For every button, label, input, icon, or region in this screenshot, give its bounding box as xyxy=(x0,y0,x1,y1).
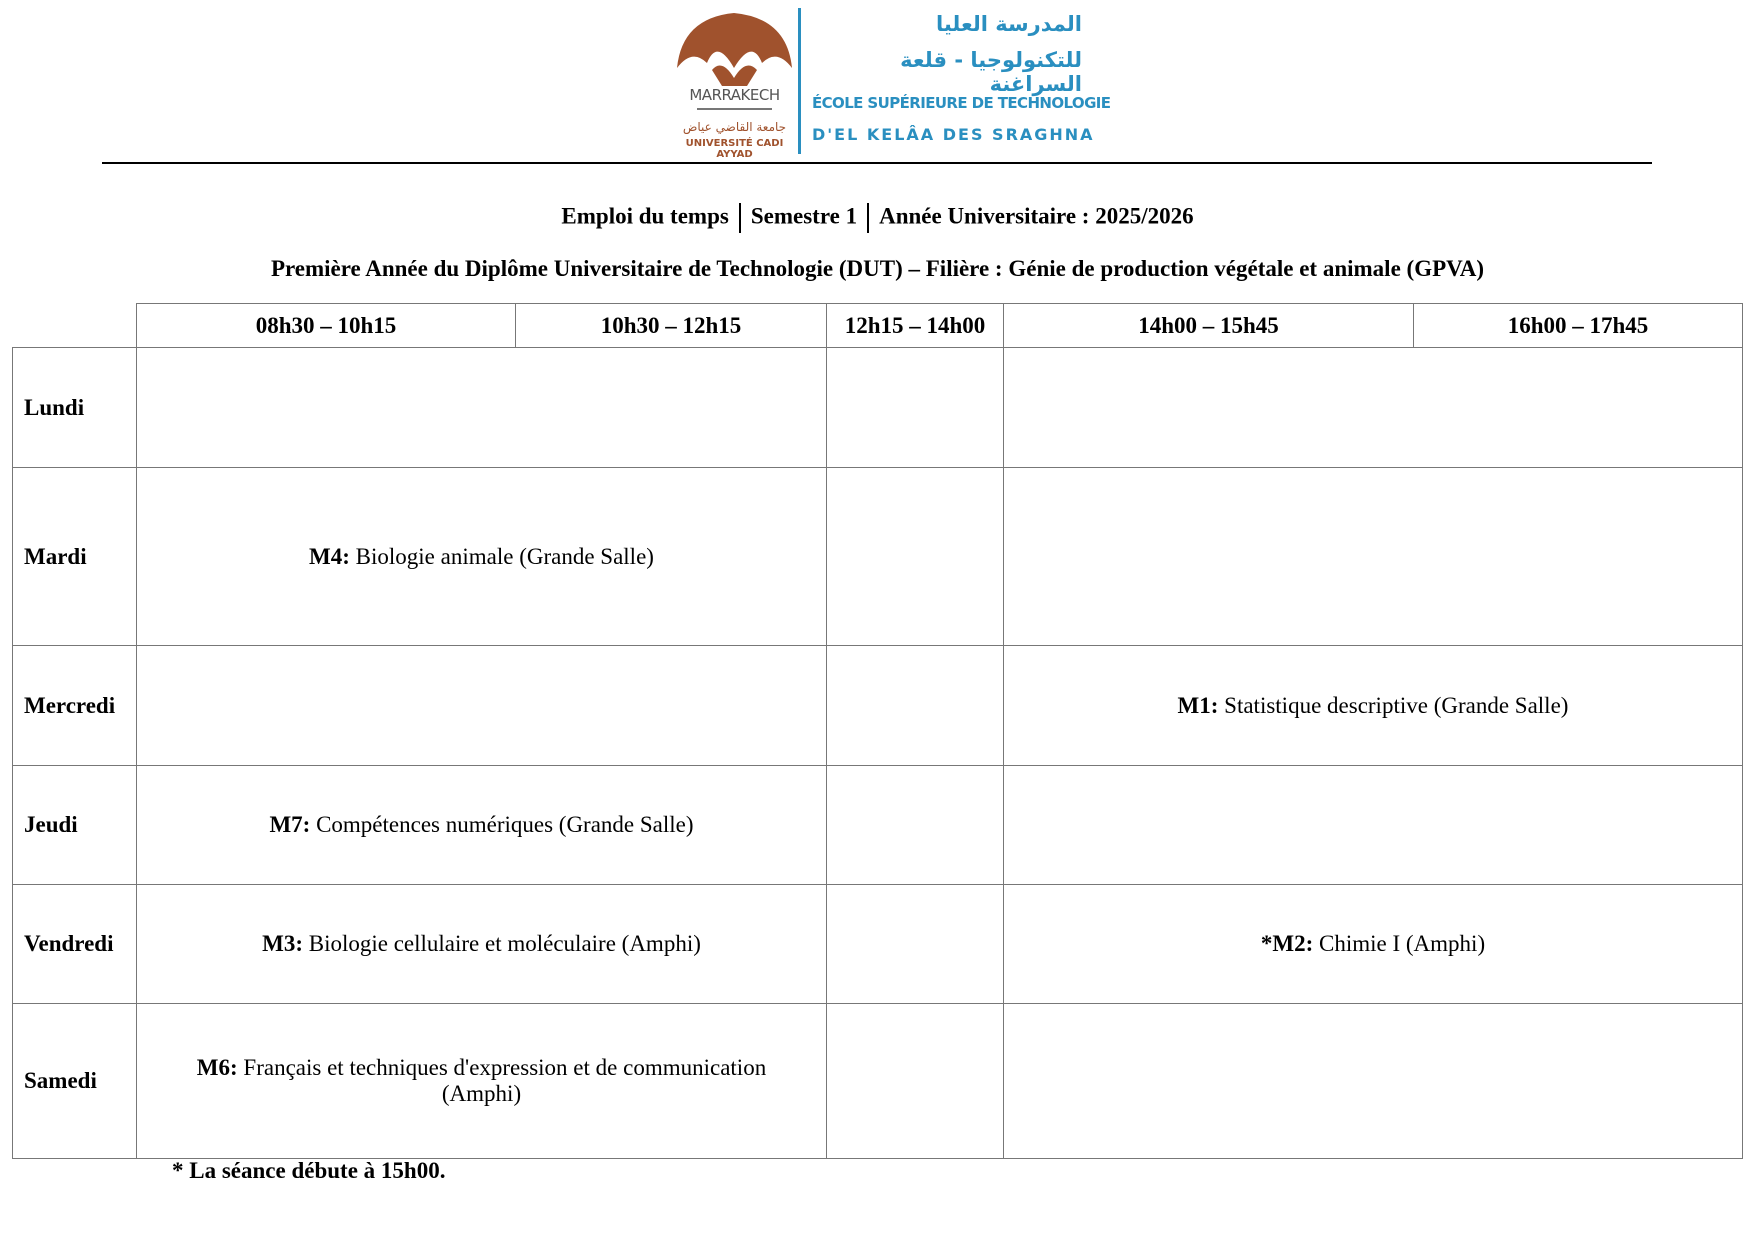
afternoon-cell xyxy=(1004,348,1743,468)
table-row xyxy=(13,468,1743,646)
slot-header: 12h15 – 14h00 xyxy=(827,304,1004,348)
lunch-cell xyxy=(827,348,1004,468)
module-label: Statistique descriptive (Grande Salle) xyxy=(1218,692,1569,718)
marrakech-text: MARRAKECH xyxy=(689,86,780,104)
slot-header: 16h00 – 17h45 xyxy=(1414,304,1743,348)
module-code: *M2: xyxy=(1260,931,1314,956)
morning-cell xyxy=(137,766,827,885)
morning-cell xyxy=(137,885,827,1004)
table-row xyxy=(13,1004,1743,1159)
page-subtitle: Première Année du Diplôme Universitaire de Technologie (DUT) – Filière : Génie de production végétale et animale (GPVA) xyxy=(270,256,1485,281)
module-label: Biologie animale (Grande Salle) xyxy=(349,543,654,569)
table-row xyxy=(13,885,1743,1004)
table-row xyxy=(13,348,1743,468)
cadi-ayyad-emblem-icon xyxy=(672,8,797,158)
table-row xyxy=(13,766,1743,885)
module-code: M4: xyxy=(309,543,350,569)
module-label: Biologie cellulaire et moléculaire (Amphi) xyxy=(302,931,701,956)
day-label: Lundi xyxy=(13,348,137,468)
module-code: M7: xyxy=(269,812,311,837)
morning-cell xyxy=(137,348,827,468)
title-schedule: Emploi du temps xyxy=(561,203,729,229)
footnote: * La séance débute à 15h00. xyxy=(172,1158,446,1183)
title-year: Année Universitaire : 2025/2026 xyxy=(879,203,1194,229)
school-logo xyxy=(672,8,1111,160)
afternoon-cell xyxy=(1004,766,1743,885)
school-french-line1: ÉCOLE SUPÉRIEURE DE TECHNOLOGIE xyxy=(812,94,1111,112)
lunch-cell xyxy=(827,885,1004,1004)
afternoon-cell xyxy=(1004,885,1743,1004)
title-semester: Semestre 1 xyxy=(750,203,858,229)
module-code: M6: xyxy=(196,1055,238,1080)
module-label: Chimie I (Amphi) xyxy=(1313,931,1486,956)
timetable xyxy=(12,303,1743,1159)
school-arabic-line2: للتكنولوجيا - قلعة السراغنة xyxy=(900,48,1082,96)
morning-cell xyxy=(137,646,827,766)
page-title xyxy=(0,203,1755,233)
lunch-cell xyxy=(827,468,1004,646)
university-name: UNIVERSITÉ CADI AYYAD xyxy=(685,138,784,160)
corner-cell xyxy=(13,304,137,348)
afternoon-cell xyxy=(1004,468,1743,646)
morning-cell xyxy=(137,1004,827,1159)
slot-header: 08h30 – 10h15 xyxy=(137,304,516,348)
module-label: Français et techniques d'expression et de communication (Amphi) xyxy=(237,1055,767,1106)
module-code: M3: xyxy=(262,931,303,956)
day-label: Samedi xyxy=(13,1004,137,1159)
day-label: Mercredi xyxy=(13,646,137,766)
lunch-cell xyxy=(827,646,1004,766)
header-rule xyxy=(102,162,1652,164)
logo-divider xyxy=(798,8,801,154)
morning-cell xyxy=(137,468,827,646)
school-french-line2: D'EL KELÂA DES SRAGHNA xyxy=(812,125,1095,144)
afternoon-cell xyxy=(1004,646,1743,766)
module-code: M1: xyxy=(1177,692,1219,718)
slot-header: 14h00 – 15h45 xyxy=(1004,304,1414,348)
university-arabic-name: جامعة القاضي عياض xyxy=(682,120,787,134)
slot-header: 10h30 – 12h15 xyxy=(516,304,827,348)
day-label: Jeudi xyxy=(13,766,137,885)
header-row xyxy=(13,304,1743,348)
lunch-cell xyxy=(827,1004,1004,1159)
afternoon-cell xyxy=(1004,1004,1743,1159)
school-arabic-line1: المدرسة العليا xyxy=(935,12,1082,36)
day-label: Vendredi xyxy=(13,885,137,1004)
module-label: Compétences numériques (Grande Salle) xyxy=(310,812,694,837)
lunch-cell xyxy=(827,766,1004,885)
table-row xyxy=(13,646,1743,766)
day-label: Mardi xyxy=(13,468,137,646)
